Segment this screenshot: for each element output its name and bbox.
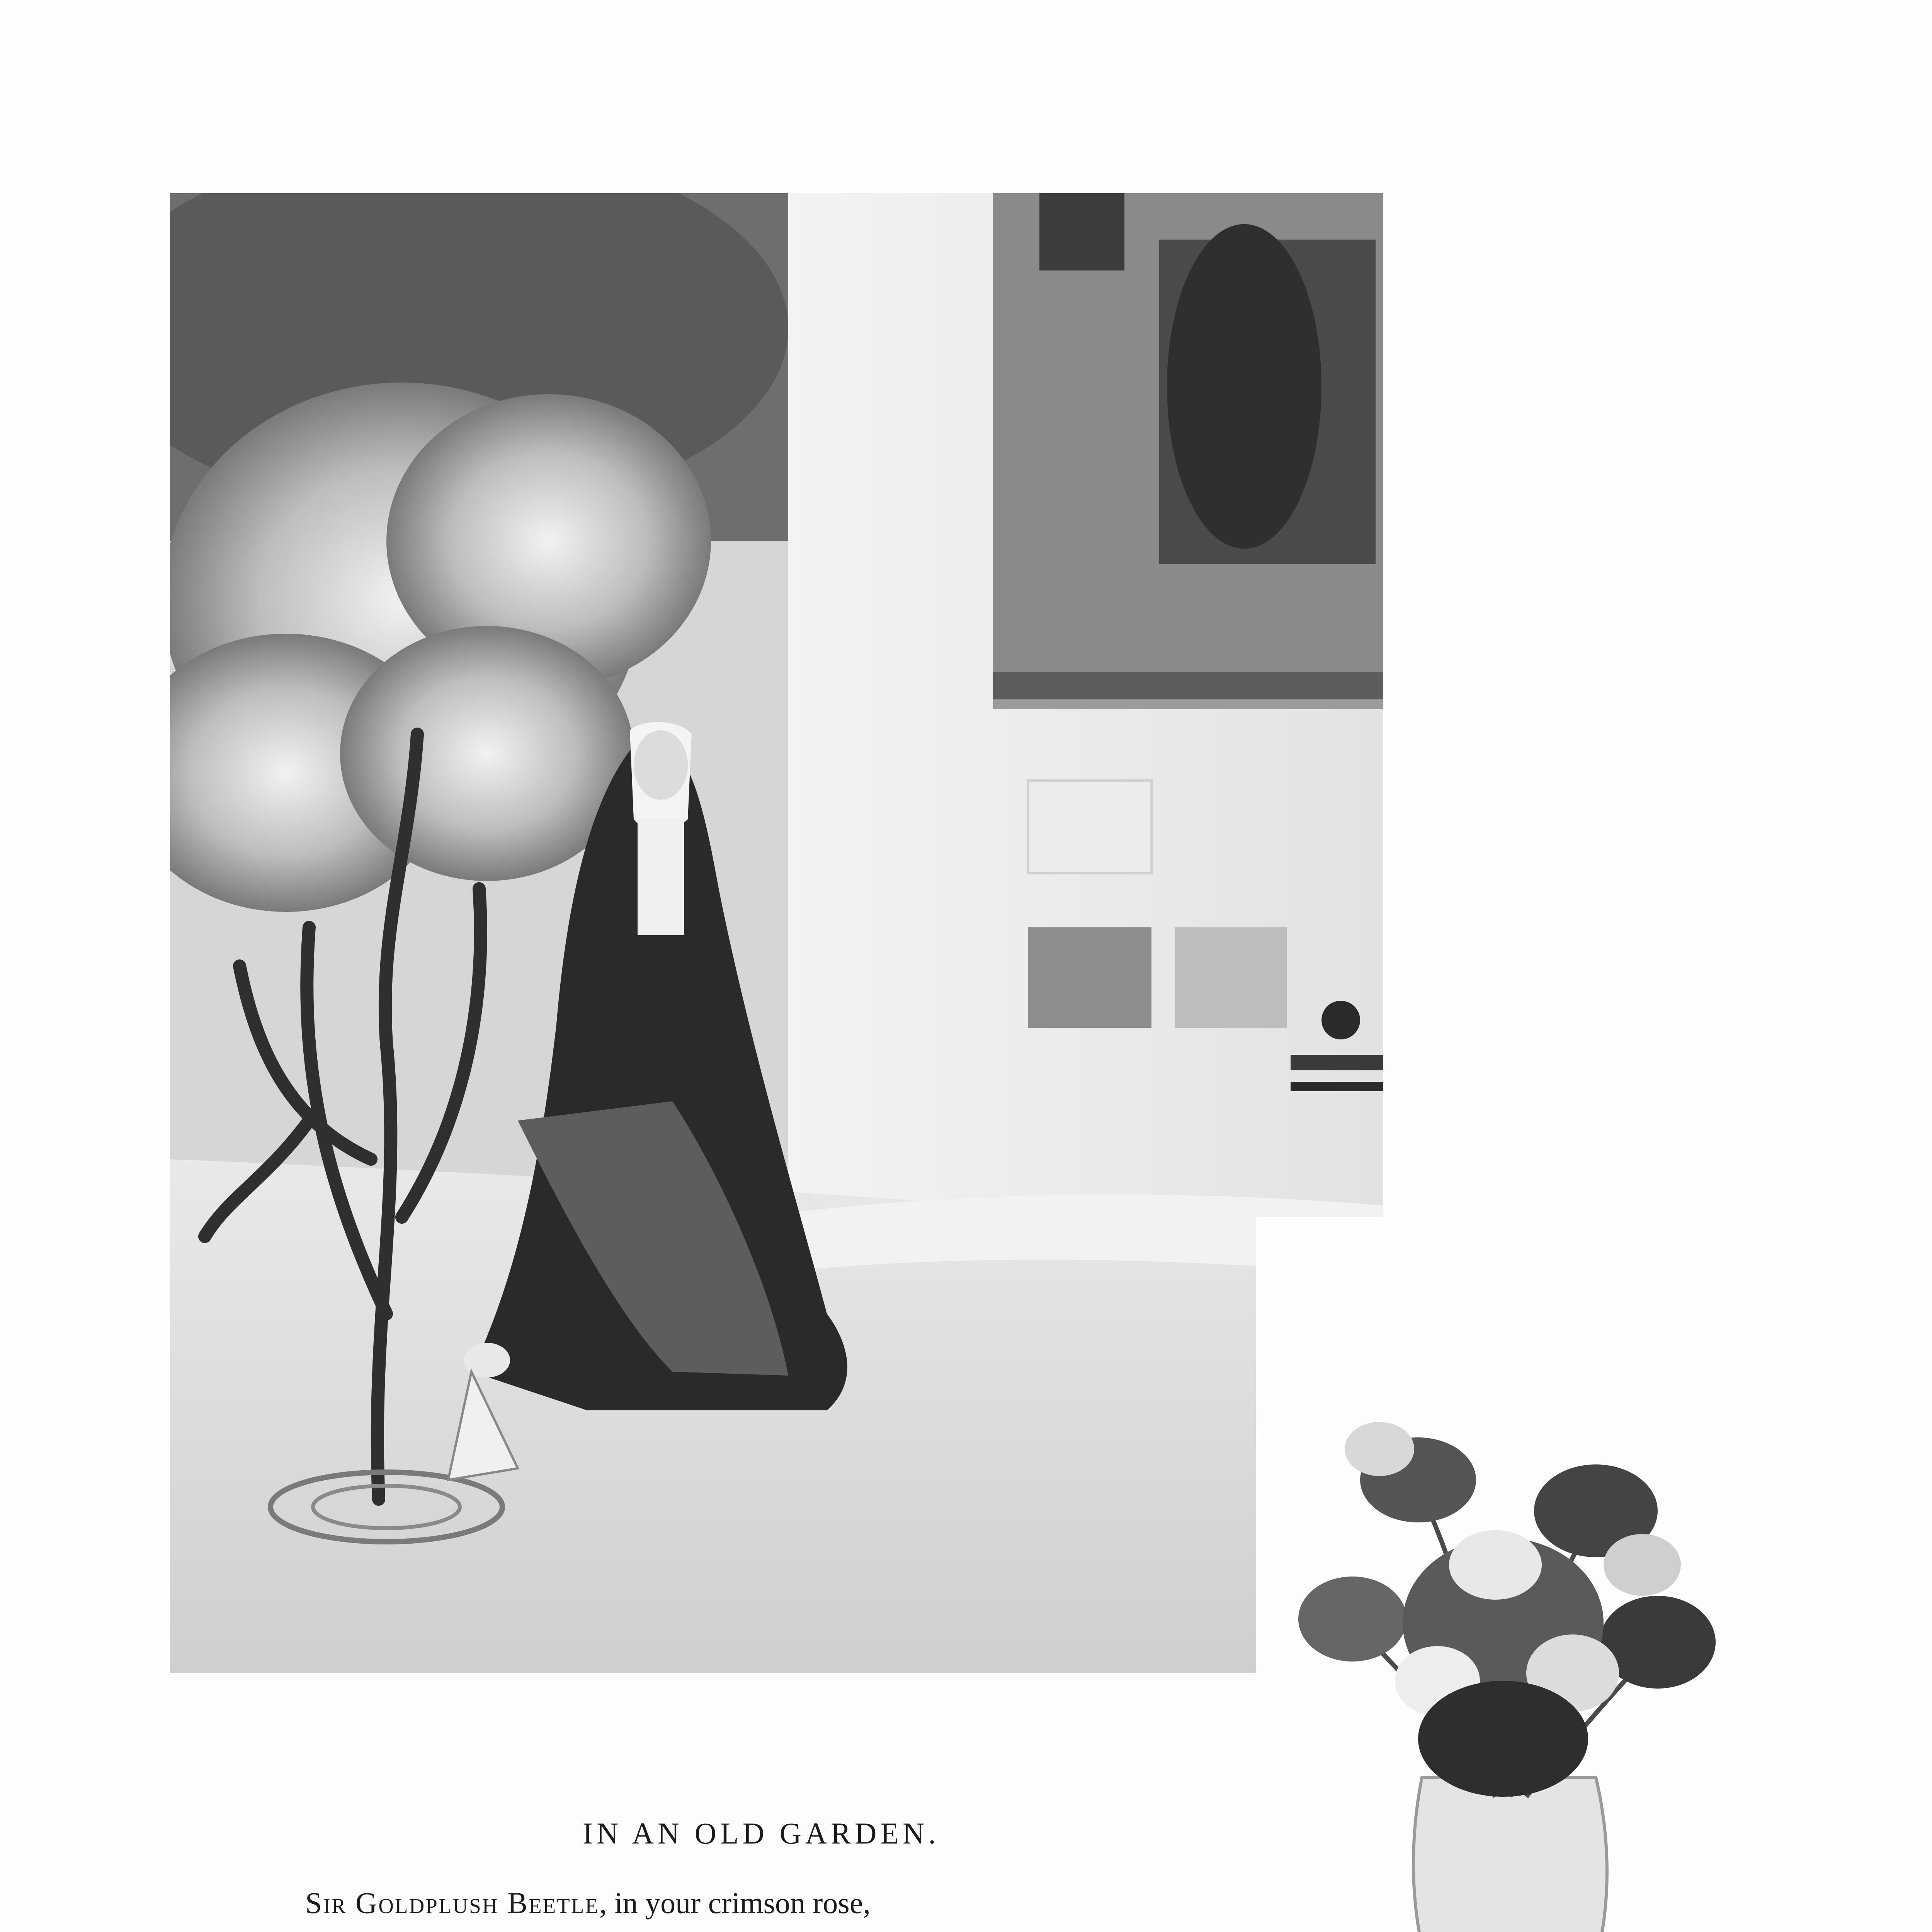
poem-title: IN AN OLD GARDEN. xyxy=(583,1816,940,1850)
stanza1-line1-rest: , in your crimson rose, xyxy=(599,1886,871,1920)
flower-bouquet-drawing xyxy=(1256,1217,1731,1932)
stanza1-line1-lead: Sir Goldplush Beetle xyxy=(305,1886,599,1920)
garden-illustration-drawing xyxy=(170,193,1383,1673)
stanza1-line1 xyxy=(305,1886,871,1920)
flower-bouquet-illustration xyxy=(1256,1217,1731,1932)
garden-illustration xyxy=(170,193,1383,1673)
